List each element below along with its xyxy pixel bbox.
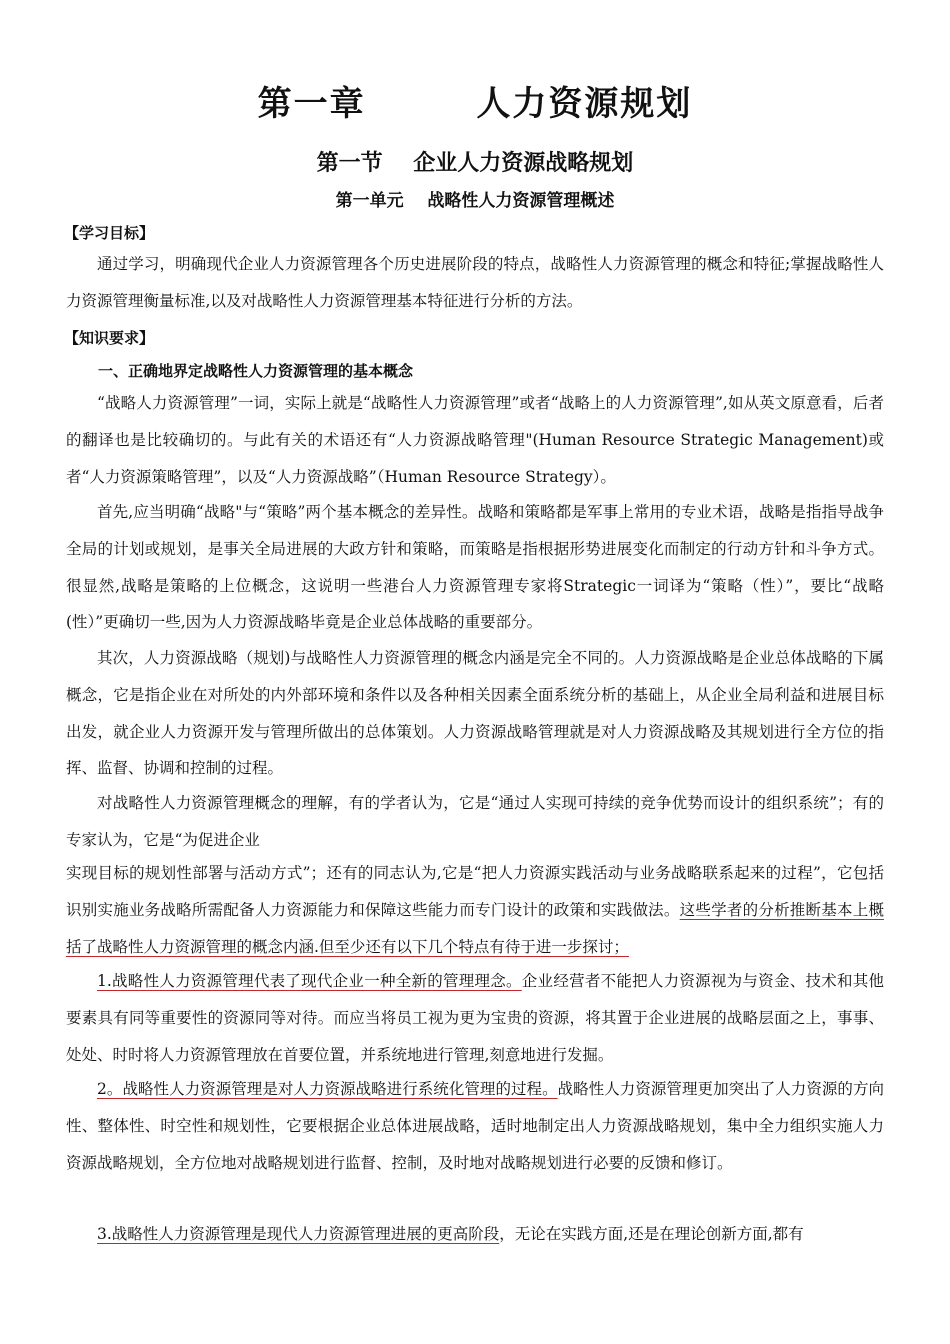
paragraph-5-text: 企业经营者不能把人力资源视为与资金、技术和其他要素具有同等重要性的资源同等对待。而应当将员工视为更为宝贵的资源，将其置于企业进展的战略层面之上，事事、处处、时时将人力资源管理放在首要位置，并系统地进行管理,刻意地进行发掘。 [66,972,884,1064]
paragraph-5-underlined: 1.战略性人力资源管理代表了现代企业一种全新的管理理念。 [97,972,522,990]
unit-title: 第一单元 战略性人力资源管理概述 [335,191,615,211]
paragraph-4a: 对战略性人力资源管理概念的理解，有的学者认为，它是“通过人实现可持续的竞争优势而设计的组织系统”；有的专家认为，它是“为促进企业 [66,794,884,849]
paragraph-4b-text: 实现目标的规划性部署与活动方式”；还有的同志认为,它是“把人力资源实践活动与业务战略联系起来的过程”，它包括识别实施业务战略所需配备人力资源能力和保障这些能力而专门设计的政策和实践做法。 [66,864,884,919]
paragraph-1: “战略人力资源管理”一词，实际上就是“战略性人力资源管理”或者“战略上的人力资源管理”,如从英文原意看，后者的翻译也是比较确切的。与此有关的术语还有“人力资源战略管理"(Human Resource Strategic Management)或者“人力资源策略管理”，以及“人力资源战略”（Human Resource Strategy）。 [66,394,884,486]
paragraph-6 [66,1071,884,1181]
paragraph-7-underlined: 3.战略性人力资源管理是现代人力资源管理进展的更高阶段 [97,1225,500,1243]
learning-goal-text: 通过学习，明确现代企业人力资源管理各个历史进展阶段的特点，战略性人力资源管理的概念和特征;掌握战略性人力资源管理衡量标准,以及对战略性人力资源管理基本特征进行分析的方法。 [66,255,884,310]
paragraph-6-text: 战略性人力资源管理更加突出了人力资源的方向性、整体性、时空性和规划性，它要根据企业总体进展战略，适时地制定出人力资源战略规划，集中全力组织实施人力资源战略规划，全方位地对战略规划进行监督、控制，及时地对战略规划进行必要的反馈和修订。 [66,1080,884,1172]
paragraph-3: 其次，人力资源战略（规划)与战略性人力资源管理的概念内涵是完全不同的。人力资源战略是企业总体战略的下属概念，它是指企业在对所处的内外部环境和条件以及各种相关因素全面系统分析的基础上，从企业全局利益和进展目标出发，就企业人力资源开发与管理所做出的总体策划。人力资源战略管理就是对人力资源战略及其规划进行全方位的指挥、监督、协调和控制的过程。 [66,649,884,778]
paragraph-2: 首先,应当明确“战略"与“策略”两个基本概念的差异性。战略和策略都是军事上常用的专业术语，战略是指指导战争全局的计划或规划，是事关全局进展的大政方针和策略，而策略是指根据形势进展变化而制定的行动方针和斗争方式。很显然,战略是策略的上位概念，这说明一些港台人力资源管理专家将Strategic一词译为“策略（性）”，要比“战略(性）”更确切一些,因为人力资源战略毕竟是企业总体战略的重要部分。 [66,503,884,632]
paragraph-7-text: ，无论在实践方面,还是在理论创新方面,都有 [499,1225,804,1243]
knowledge-subheading: 一、正确地界定战略性人力资源管理的基本概念 [98,362,414,380]
paragraph-4b-underlined: 这些学者的分析推断基本上概括了战略性人力资源管理的概念内涵.但至少还有以下几个特点有待于进一步探讨； [66,900,884,956]
paragraph-5 [66,963,884,1073]
section-title: 第一节 企业人力资源战略规划 [316,151,634,176]
knowledge-heading: 【知识要求】 [64,329,155,347]
chapter-title: 第一章 人力资源规划 [257,84,693,124]
paragraph-7 [66,1216,884,1253]
learning-goal-heading: 【学习目标】 [64,224,155,242]
paragraph-4b [66,855,884,965]
paragraph-6-underlined: 2。战略性人力资源管理是对人力资源战略进行系统化管理的过程。 [97,1080,558,1098]
